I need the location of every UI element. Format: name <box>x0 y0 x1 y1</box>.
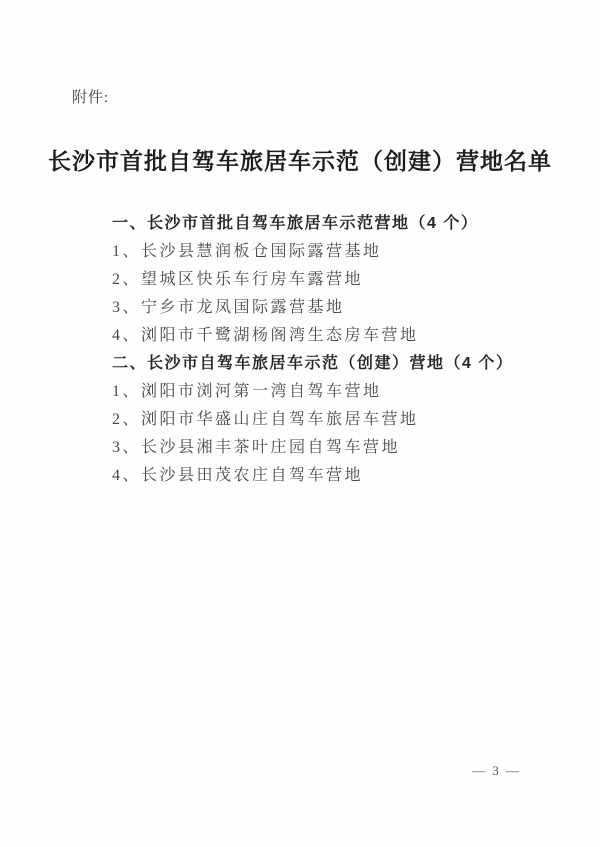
list-item: 2、望城区快乐车行房车露营地 <box>112 271 364 288</box>
document-title: 长沙市首批自驾车旅居车示范（创建）营地名单 <box>48 149 552 174</box>
list-item: 3、长沙县湘丰茶叶庄园自驾车营地 <box>112 439 401 456</box>
section-1-heading: 一、长沙市首批自驾车旅居车示范营地（4 个） <box>112 215 479 232</box>
section-2-heading: 二、长沙市自驾车旅居车示范（创建）营地（4 个） <box>112 355 514 372</box>
list-item: 1、浏阳市浏河第一湾自驾车营地 <box>112 383 382 400</box>
list-item: 4、浏阳市千鹭湖杨阁湾生态房车营地 <box>112 327 419 344</box>
page-number: — 3 — <box>472 763 521 778</box>
attachment-label: 附件: <box>72 90 110 106</box>
list-item: 2、浏阳市华盛山庄自驾车旅居车营地 <box>112 411 419 428</box>
list-item: 4、长沙县田茂农庄自驾车营地 <box>112 467 364 484</box>
list-item: 3、宁乡市龙凤国际露营基地 <box>112 299 345 316</box>
list-item: 1、长沙县慧润板仓国际露营基地 <box>112 243 382 260</box>
document-body <box>112 210 560 490</box>
